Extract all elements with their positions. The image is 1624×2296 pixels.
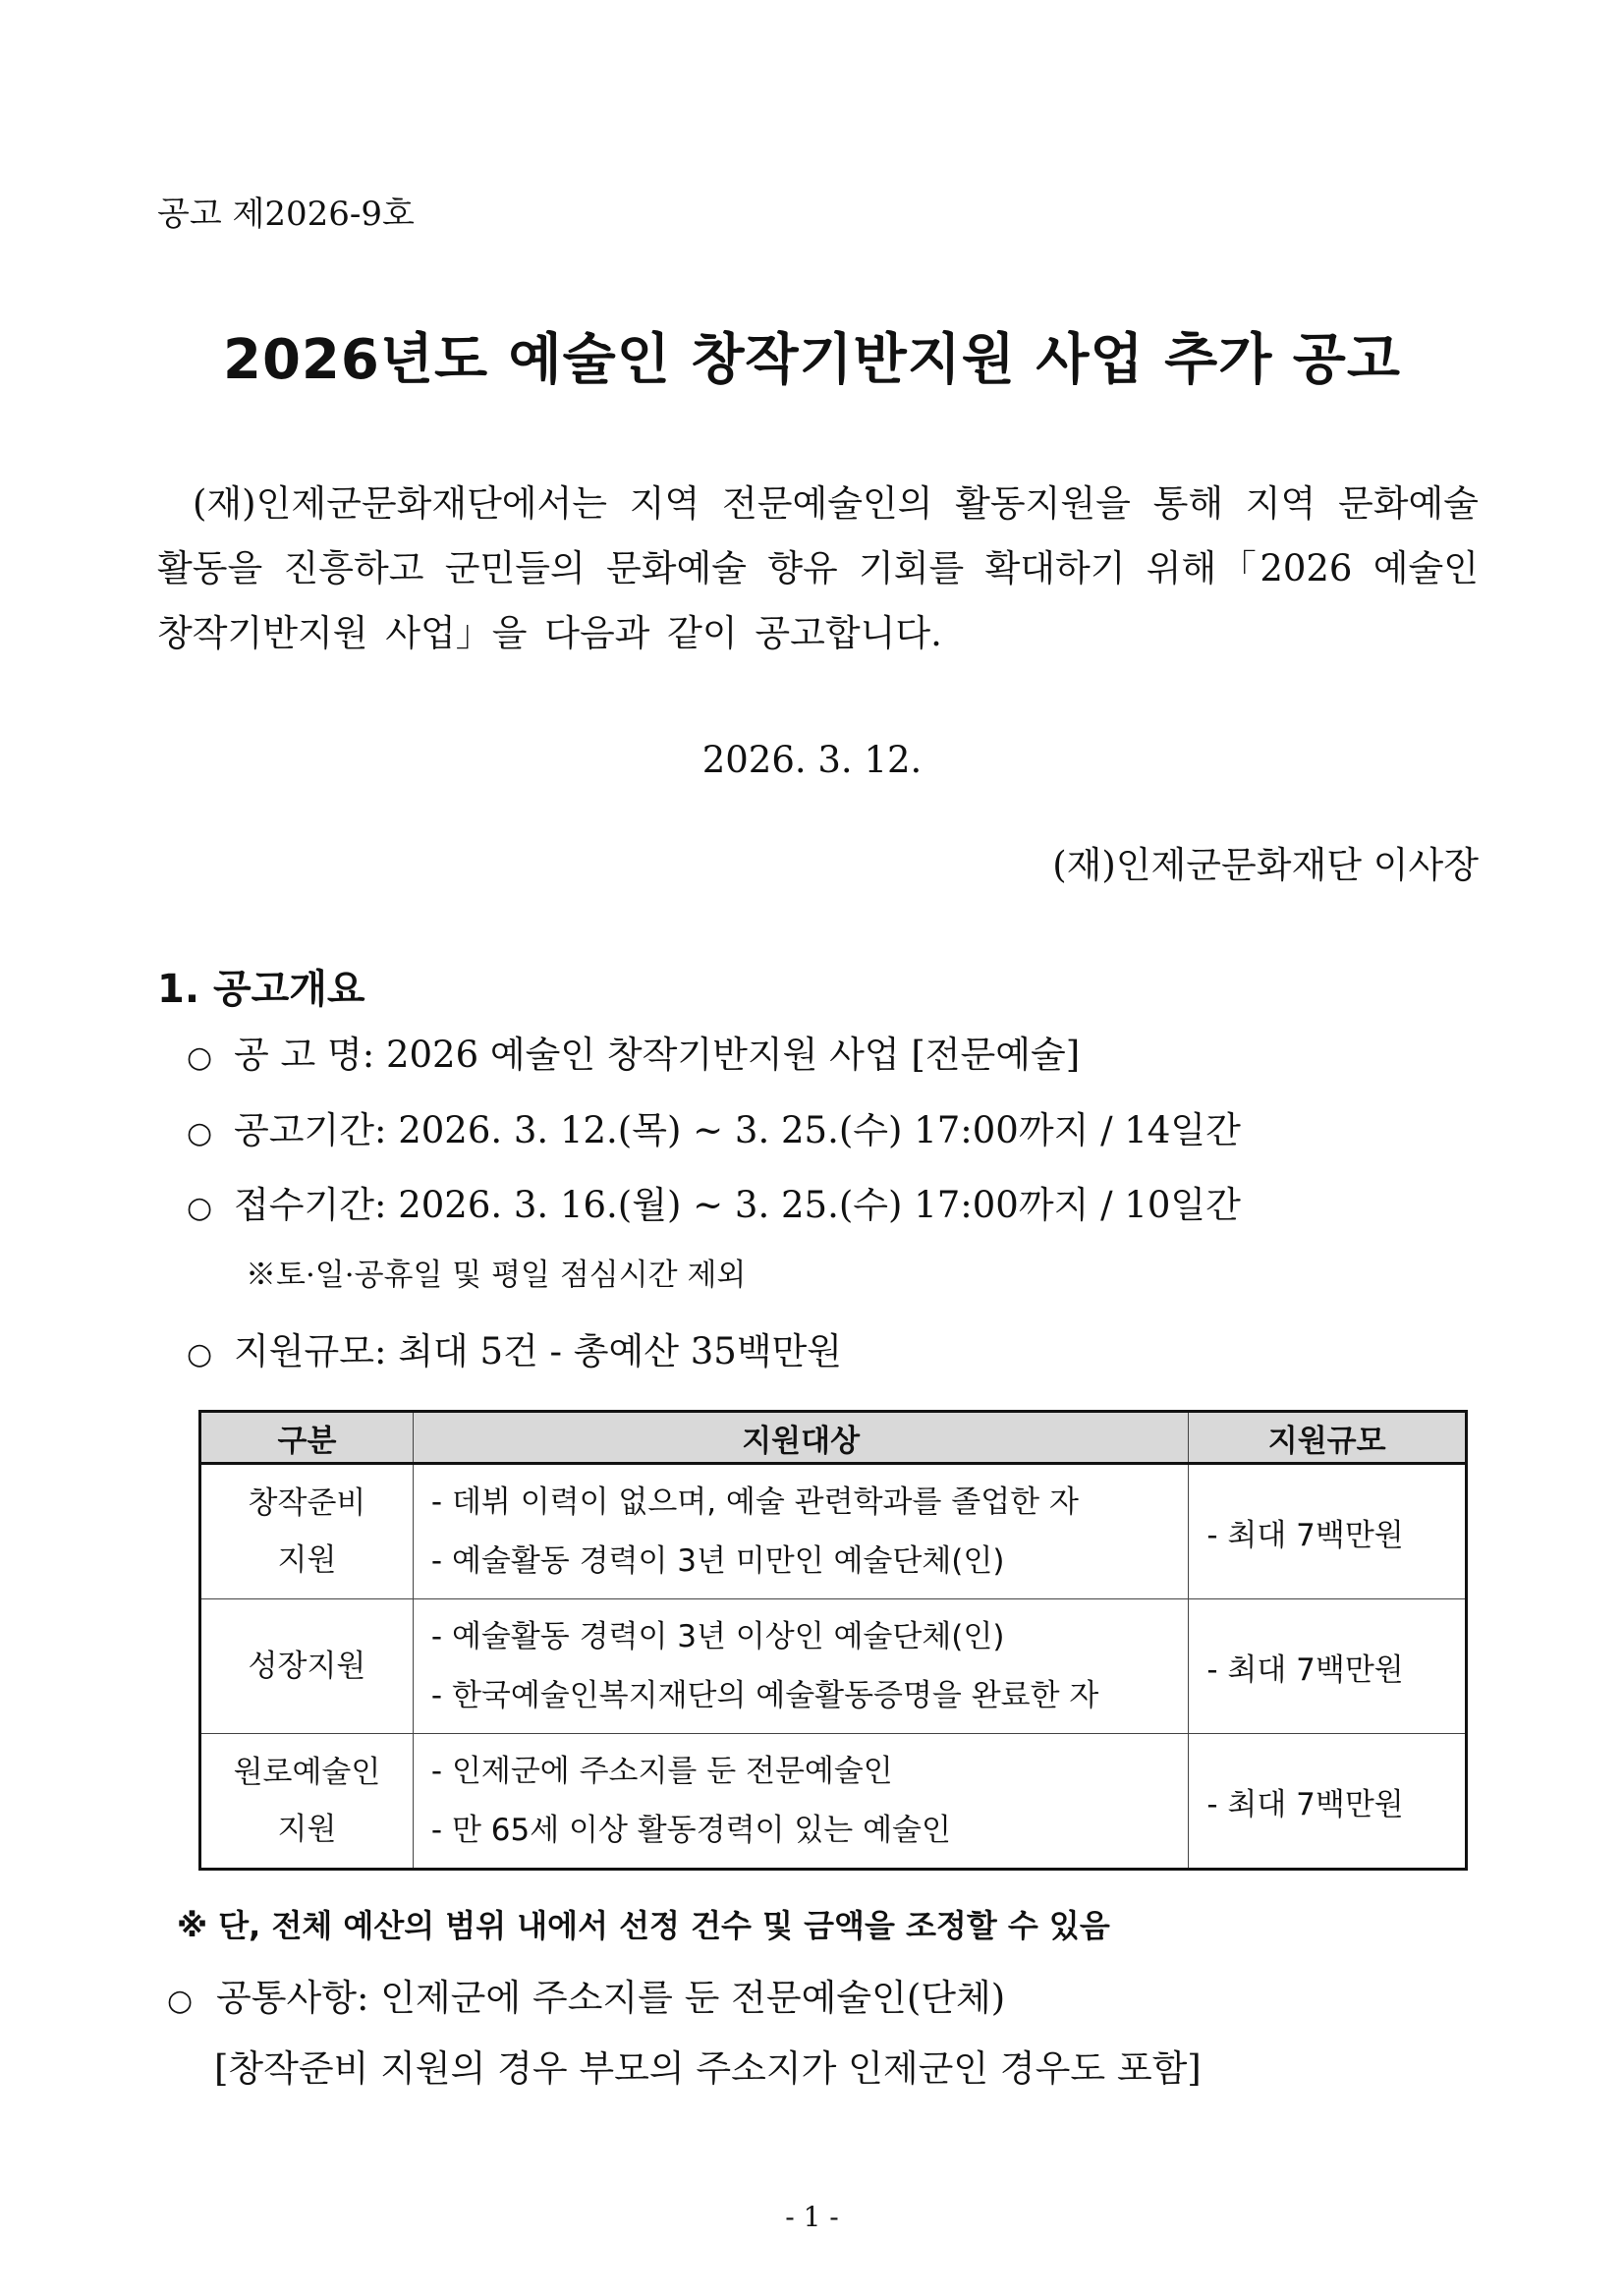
support-table [198,1410,1468,1871]
category-cell: 성장지원 [200,1599,414,1734]
category-cell: 원로예술인 지원 [200,1734,414,1870]
common-requirement-detail: [창작준비 지원의 경우 부모의 주소지가 인제군인 경우도 포함] [214,2047,1202,2090]
overview-item-scale [187,1321,842,1374]
circle-bullet-icon: ○ [187,1337,213,1372]
target-cell [413,1734,1188,1870]
table-row [200,1599,1467,1734]
document-title: 2026년도 예술인 창작기반지원 사업 추가 공고 [223,328,1401,392]
target-line: - 인제군에 주소지를 둔 전문예술인 [430,1754,893,1789]
table-row [200,1734,1467,1870]
target-line: - 만 65세 이상 활동경력이 있는 예술인 [430,1813,951,1848]
overview-item-reception [187,1175,1241,1228]
table-header: 지원대상 [413,1412,1188,1464]
target-line: - 데뷔 이력이 없으며, 예술 관련학과를 졸업한 자 [430,1484,1079,1520]
target-cell [413,1599,1188,1734]
common-requirement [167,1968,1005,2021]
overview-item-text: 접수기간: 2026. 3. 16.(월) ~ 3. 25.(수) 17:00까지 / 10일간 [234,1184,1241,1226]
overview-item-period [187,1100,1241,1153]
target-line: - 예술활동 경력이 3년 이상인 예술단체(인) [430,1619,1005,1654]
page-number: - 1 - [785,2201,839,2233]
table-header-row [200,1412,1467,1464]
table-header: 지원규모 [1189,1412,1467,1464]
category-cell: 창작준비 지원 [200,1464,414,1599]
adjustment-note: ※ 단, 전체 예산의 범위 내에서 선정 건수 및 금액을 조정할 수 있음 [177,1907,1110,1944]
circle-bullet-icon: ○ [187,1040,213,1075]
circle-bullet-icon: ○ [187,1191,213,1225]
common-requirement-text: 공통사항: 인제군에 주소지를 둔 전문예술인(단체) [216,1977,1006,2019]
scale-cell: - 최대 7백만원 [1189,1734,1467,1870]
overview-item-text: 공 고 명: 2026 예술인 창작기반지원 사업 [전문예술] [234,1034,1081,1076]
overview-item-text: 공고기간: 2026. 3. 12.(목) ~ 3. 25.(수) 17:00까지 / 14일간 [234,1109,1241,1151]
circle-bullet-icon: ○ [187,1116,213,1150]
intro-paragraph: (재)인제군문화재단에서는 지역 전문예술인의 활동지원을 통해 지역 문화예술 활동을 진흥하고 군민들의 문화예술 향유 기회를 확대하기 위해「2026 예술인 창작기반지원 사업」을 다음과 같이 공고합니다. [157,482,1479,654]
notice-number: 공고 제2026-9호 [157,195,415,234]
scale-cell: - 최대 7백만원 [1189,1599,1467,1734]
table-header: 구분 [200,1412,414,1464]
overview-item-title [187,1025,1080,1078]
issuer-name: (재)인제군문화재단 이사장 [1052,844,1479,886]
target-cell [413,1464,1188,1599]
circle-bullet-icon: ○ [167,1984,194,2018]
overview-item-text: 지원규모: 최대 5건 - 총예산 35백만원 [234,1330,843,1372]
table-row [200,1464,1467,1599]
section-heading: 1. 공고개요 [157,967,365,1012]
announcement-date: 2026. 3. 12. [701,739,923,781]
scale-cell: - 최대 7백만원 [1189,1464,1467,1599]
target-line: - 한국예술인복지재단의 예술활동증명을 완료한 자 [430,1678,1099,1713]
reception-note: ※토·일·공휴일 및 평일 점심시간 제외 [246,1258,747,1293]
target-line: - 예술활동 경력이 3년 미만인 예술단체(인) [430,1543,1005,1579]
